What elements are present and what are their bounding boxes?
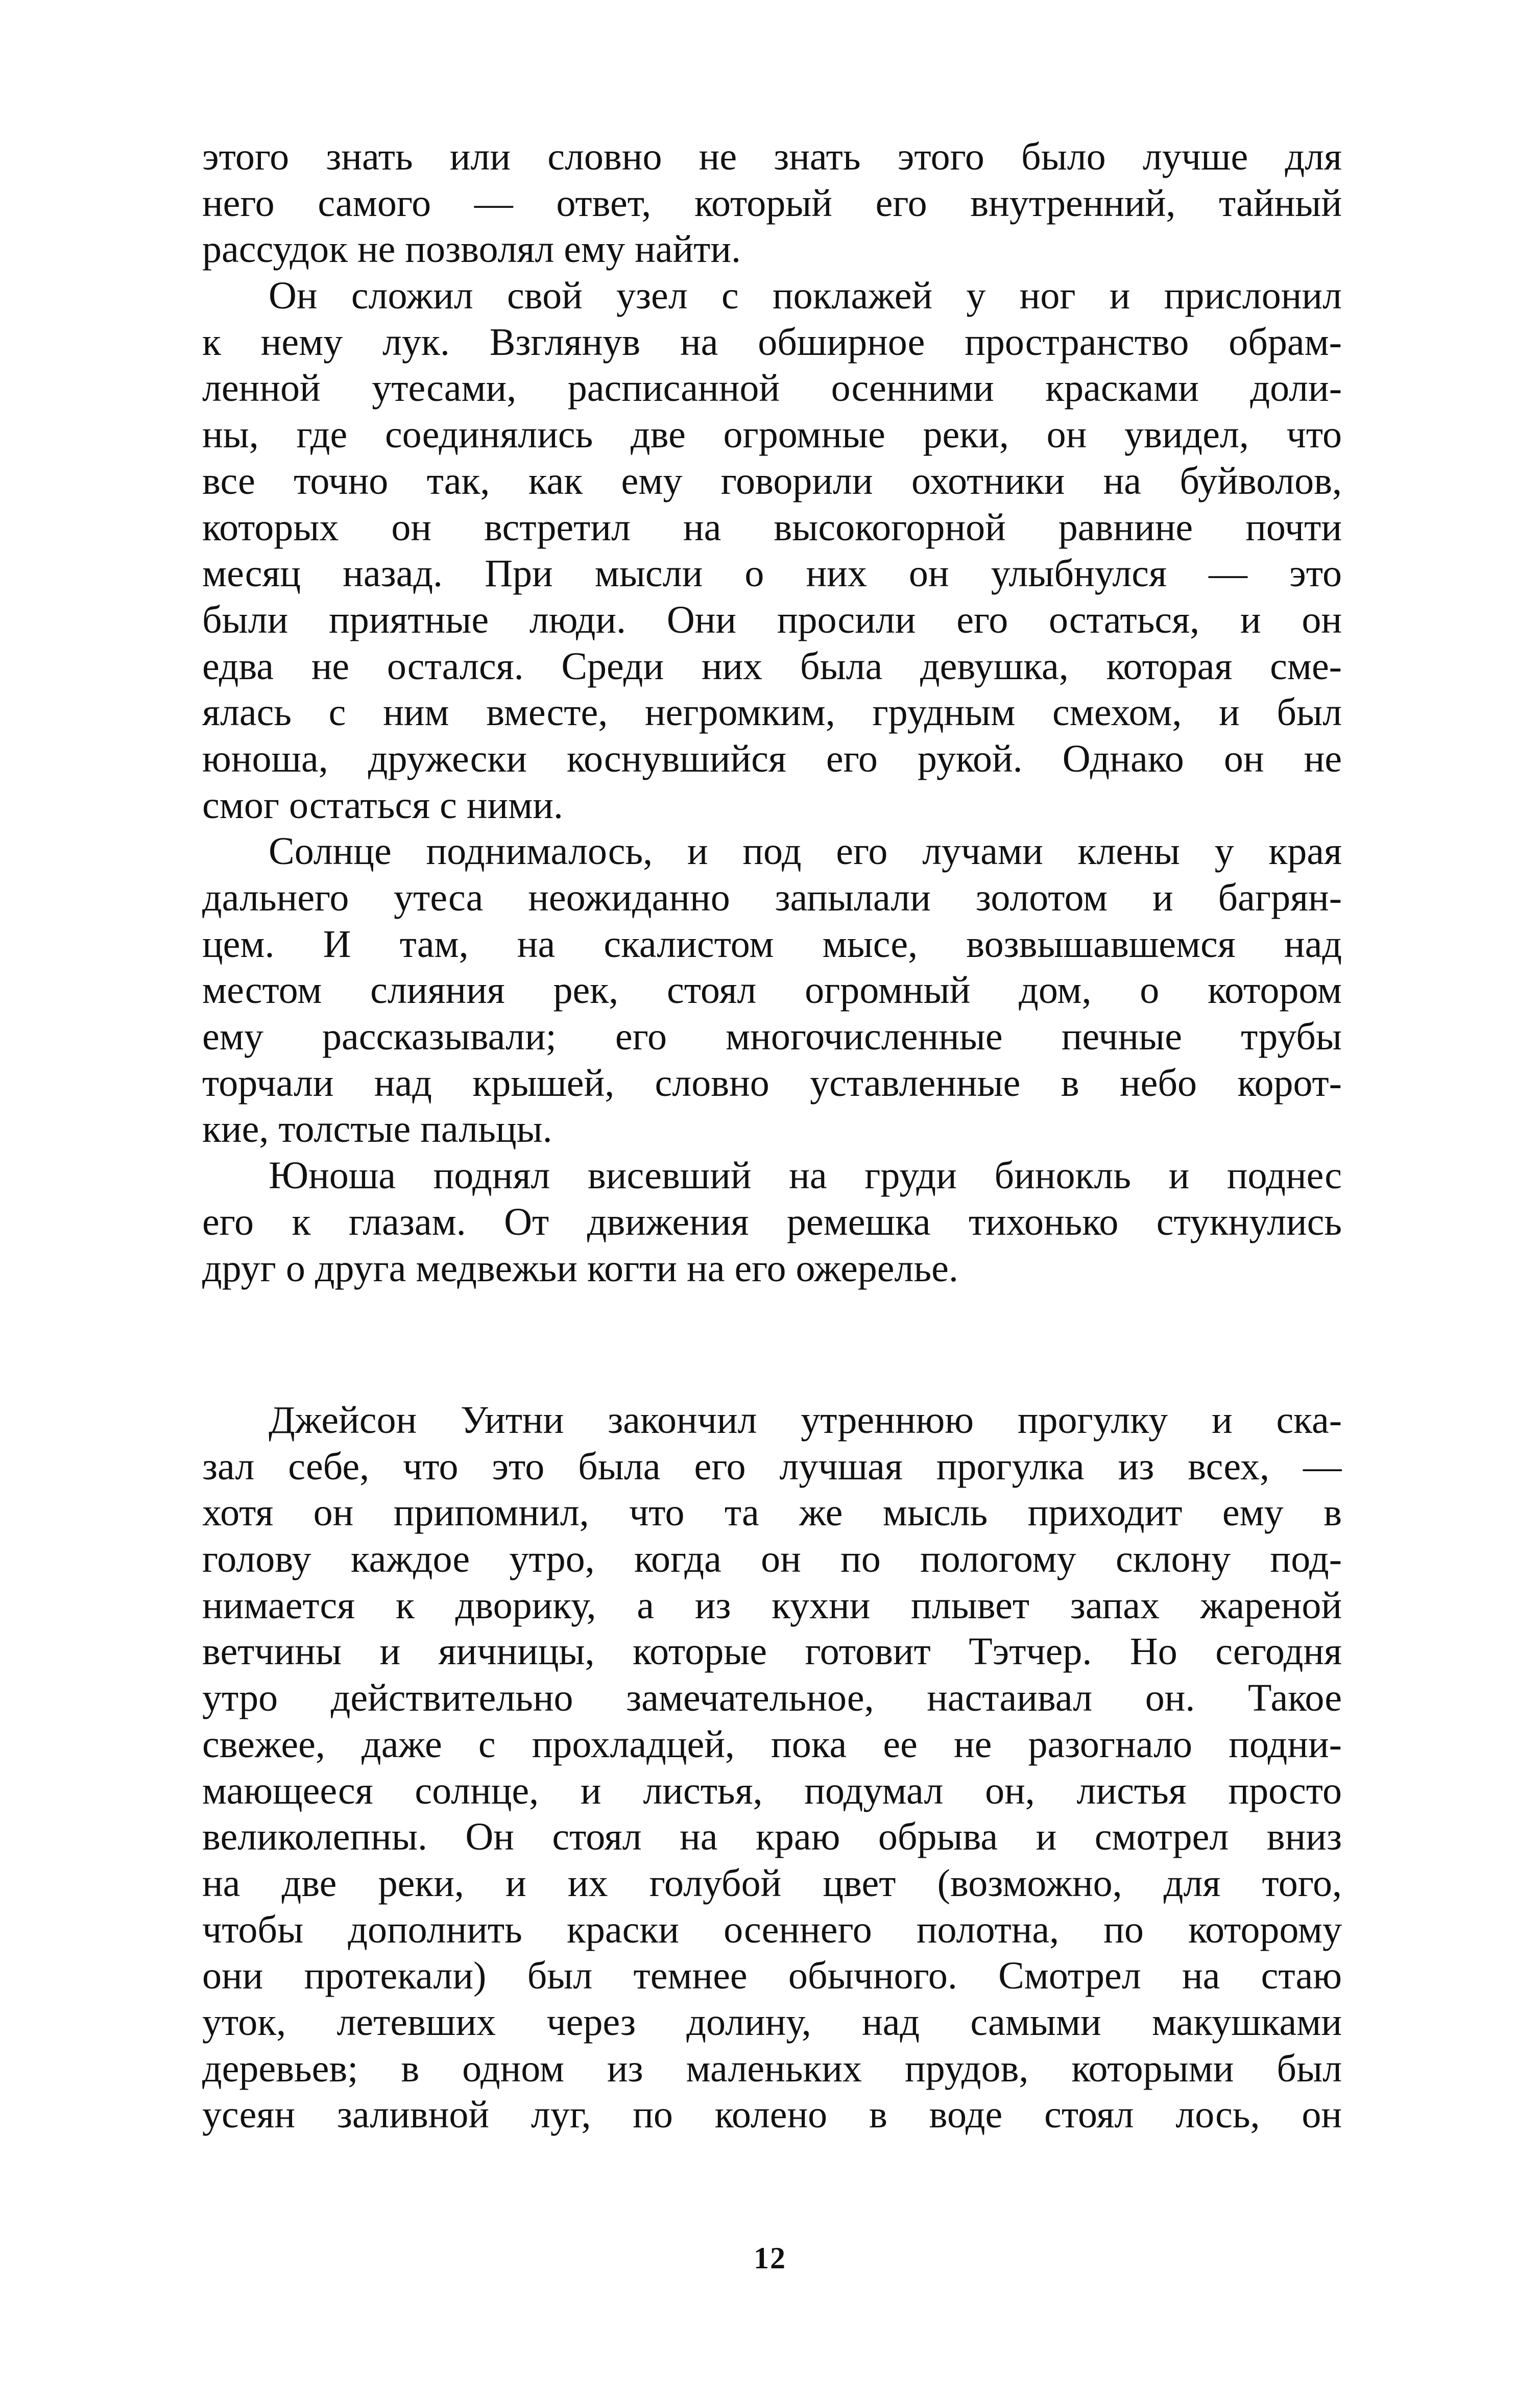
- text-line: ны, где соединялись две огромные реки, он увидел, что: [202, 413, 1342, 457]
- text-line: мающееся солнце, и листья, подумал он, листья просто: [202, 1769, 1342, 1812]
- text-line: торчали над крышей, словно уставленные в небо корот-: [202, 1061, 1342, 1105]
- text-line: хотя он припомнил, что та же мысль приходит ему в: [202, 1491, 1342, 1535]
- text-line: Солнце поднималось, и под его лучами клены у края: [269, 830, 1342, 873]
- text-line: Джейсон Уитни закончил утреннюю прогулку и ска-: [269, 1399, 1342, 1442]
- text-line: кие, толстые пальцы.: [202, 1108, 552, 1151]
- text-line: ему рассказывали; его многочисленные печные трубы: [202, 1015, 1342, 1059]
- text-line: ленной утесами, расписанной осенними красками доли-: [202, 367, 1342, 410]
- text-line: друг о друга медвежьи когти на его ожерелье.: [202, 1247, 958, 1290]
- text-line: деревьев; в одном из маленьких прудов, которыми был: [202, 2047, 1342, 2090]
- text-line: едва не остался. Среди них была девушка, которая сме-: [202, 644, 1342, 688]
- text-line: голову каждое утро, когда он по пологому склону под-: [202, 1538, 1342, 1581]
- text-line: утро действительно замечательное, настаивал он. Такое: [202, 1676, 1342, 1720]
- text-line: на две реки, и их голубой цвет (возможно, для того,: [202, 1861, 1342, 1905]
- text-line: смог остаться с ними.: [202, 783, 563, 827]
- text-line: Он сложил свой узел с поклажей у ног и прислонил: [269, 274, 1342, 318]
- text-section-two: [202, 1397, 1342, 2138]
- text-line: рассудок не позволял ему найти.: [202, 228, 741, 271]
- text-line: него самого — ответ, который его внутренний, тайный: [202, 181, 1342, 225]
- text-line: зал себе, что это была его лучшая прогулка из всех, —: [202, 1445, 1342, 1488]
- text-line: нимается к дворику, а из кухни плывет запах жареной: [202, 1584, 1342, 1627]
- text-line: месяц назад. При мысли о них он улыбнулся — это: [202, 552, 1342, 595]
- text-line: юноша, дружески коснувшийся его рукой. Однако он не: [202, 737, 1342, 780]
- text-line: были приятные люди. Они просили его остаться, и он: [202, 598, 1342, 641]
- text-line: все точно так, как ему говорили охотники на буйволов,: [202, 459, 1342, 502]
- text-line: свежее, даже с прохладцей, пока ее не разогнало подни-: [202, 1722, 1342, 1766]
- text-line: этого знать или словно не знать этого было лучше для: [202, 135, 1342, 178]
- text-line: чтобы дополнить краски осеннего полотна, по которому: [202, 1908, 1342, 1951]
- page-number: 12: [754, 2241, 786, 2275]
- text-line: дальнего утеса неожиданно запылали золотом и багрян-: [202, 876, 1342, 919]
- text-line: к нему лук. Взглянув на обширное пространство обрам-: [202, 320, 1342, 364]
- text-line: местом слияния рек, стоял огромный дом, о котором: [202, 969, 1342, 1012]
- text-line: которых он встретил на высокогорной равнине почти: [202, 506, 1342, 549]
- text-line: ветчины и яичницы, которые готовит Тэтчер. Но сегодня: [202, 1630, 1342, 1673]
- text-line: уток, летевших через долину, над самыми макушками: [202, 2000, 1342, 2044]
- text-line: Юноша поднял висевший на груди бинокль и поднес: [269, 1154, 1342, 1197]
- text-line: они протекали) был темнее обычного. Смотрел на стаю: [202, 1954, 1342, 1998]
- text-section-one: [202, 134, 1342, 1291]
- text-line: его к глазам. От движения ремешка тихонько стукнулись: [202, 1200, 1342, 1243]
- text-line: великолепны. Он стоял на краю обрыва и смотрел вниз: [202, 1815, 1342, 1859]
- text-line: ялась с ним вместе, негромким, грудным смехом, и был: [202, 691, 1342, 734]
- text-line: цем. И там, на скалистом мысе, возвышавшемся над: [202, 922, 1342, 966]
- text-line: усеян заливной луг, по колено в воде стоял лось, он: [202, 2093, 1342, 2137]
